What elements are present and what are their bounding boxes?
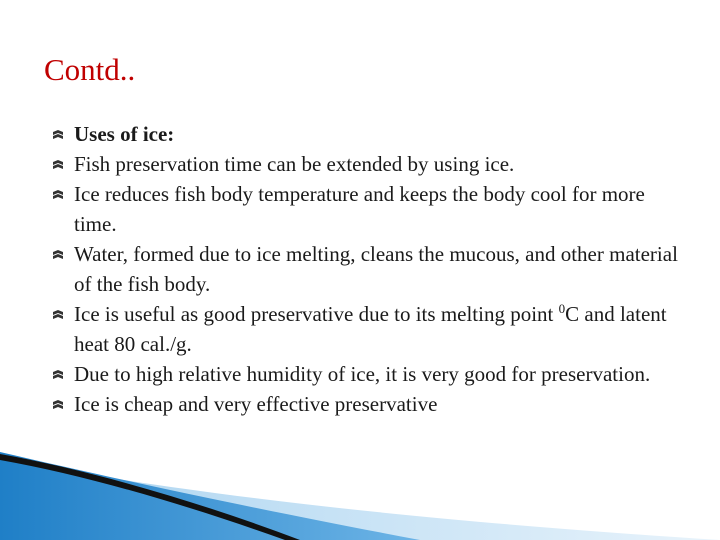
- bullet-text: Fish preservation time can be extended by using ice.: [74, 152, 515, 176]
- decorative-wave-shape: [0, 440, 720, 540]
- bullet-item: [52, 119, 692, 149]
- bullet-item: [52, 299, 692, 359]
- ribbon-bullet-icon: [52, 369, 64, 381]
- bullet-item: [52, 179, 692, 239]
- ribbon-bullet-icon: [52, 129, 64, 141]
- bullet-text-pre: Ice is useful as good preservative due to its melting point: [74, 302, 559, 326]
- ribbon-bullet-icon: [52, 159, 64, 171]
- bullet-item: [52, 239, 692, 299]
- ribbon-bullet-icon: [52, 309, 64, 321]
- bullet-text: Uses of ice:: [74, 122, 175, 146]
- ribbon-bullet-icon: [52, 189, 64, 201]
- ribbon-bullet-icon: [52, 399, 64, 411]
- bullet-text-post: C and latent heat 80 cal./g.: [74, 302, 667, 356]
- bullet-item: [52, 149, 692, 179]
- degree-superscript: 0: [558, 301, 566, 316]
- ribbon-bullet-icon: [52, 249, 64, 261]
- bullet-text: Water, formed due to ice melting, cleans the mucous, and other material of the fish body.: [74, 242, 678, 296]
- bullet-text: Ice reduces fish body temperature and keeps the body cool for more time.: [74, 182, 645, 236]
- bullet-text: Ice is cheap and very effective preservative: [74, 392, 438, 416]
- slide-title: Contd..: [44, 52, 136, 87]
- bullet-text: [74, 302, 667, 356]
- bullet-item: [52, 389, 692, 419]
- bullet-text: Due to high relative humidity of ice, it is very good for preservation.: [74, 362, 651, 386]
- bullet-list: [52, 119, 692, 419]
- bullet-item: [52, 359, 692, 389]
